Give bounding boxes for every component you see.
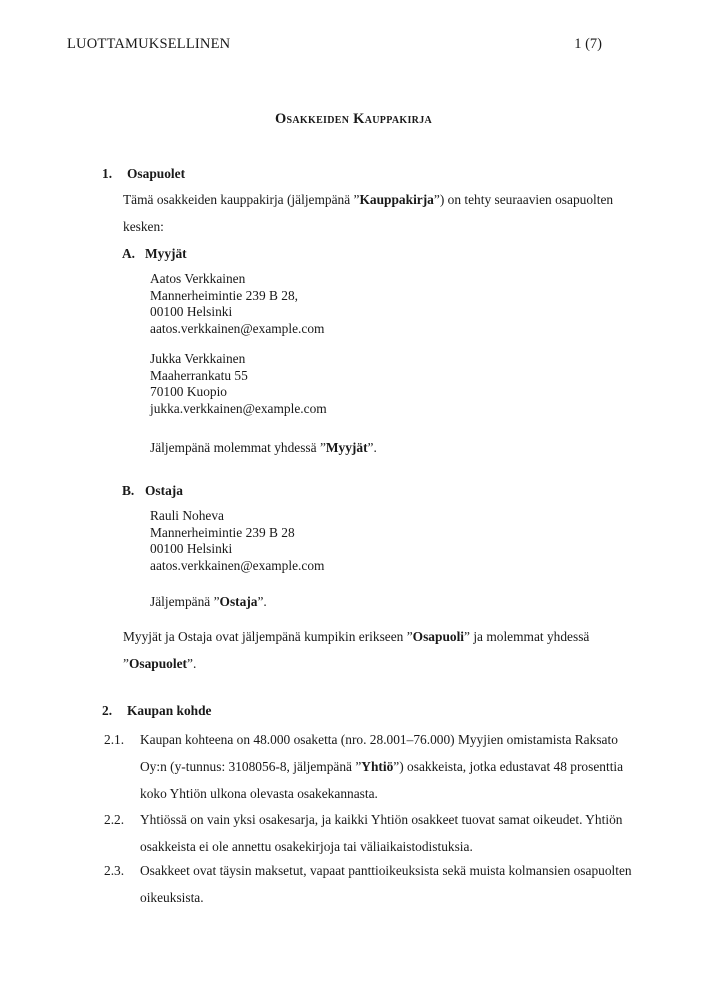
- address-line: aatos.verkkainen@example.com: [150, 320, 325, 336]
- address-line: Jukka Verkkainen: [150, 351, 246, 366]
- subsection-b-heading: [122, 477, 183, 504]
- address-line: aatos.verkkainen@example.com: [150, 557, 325, 573]
- section-number: 1.: [102, 166, 113, 181]
- address-line: Aatos Verkkainen: [150, 271, 246, 286]
- clause-number: 2.1.: [104, 732, 125, 747]
- page-number: 1 (7): [574, 36, 602, 52]
- seller-1-address: [150, 271, 324, 337]
- section-2-heading: [102, 697, 211, 724]
- address-line: Rauli Noheva: [150, 508, 225, 523]
- clause-text: Yhtiössä on vain yksi osakesarja, ja kaikki Yhtiön osakkeet tuovat samat oikeudet. Yhtiön osakkeista ei ole annettu osakekirjoja tai väliaikaistodistuksia.: [140, 812, 623, 854]
- clause-number: 2.3.: [104, 863, 125, 878]
- clause-2-3: [104, 857, 640, 911]
- clause-text: Kaupan kohteena on 48.000 osaketta (nro. 28.001–76.000) Myyjien omistamista Raksato Oy:n (y-tunnus: 3108056-8, jäljempänä ”Yhtiö”) osakkeista, jotka edustavat 48 prosenttia koko Yhtiön ulkona olevasta osakekannasta.: [140, 732, 624, 801]
- document-title: Osakkeiden Kauppakirja: [274, 111, 433, 127]
- subsection-title: Myyjät: [145, 246, 187, 261]
- subsection-title: Ostaja: [145, 483, 183, 498]
- subsection-letter: A.: [122, 246, 136, 261]
- sellers-tagline: Jäljempänä molemmat yhdessä ”Myyjät”.: [150, 440, 377, 455]
- parties-tagline: Myyjät ja Ostaja ovat jäljempänä kumpikin erikseen ”Osapuoli” ja molemmat yhdessä ”Osapuolet”.: [123, 629, 590, 671]
- address-line: 70100 Kuopio: [150, 384, 227, 399]
- clause-text: Osakkeet ovat täysin maksetut, vapaat panttioikeuksista sekä muista kolmansien osapuolten oikeuksista.: [140, 863, 632, 905]
- clause-2-2: [104, 806, 640, 860]
- address-line: jukka.verkkainen@example.com: [150, 400, 327, 416]
- address-line: Maaherrankatu 55: [150, 367, 248, 383]
- address-line: Mannerheimintie 239 B 28,: [150, 287, 299, 303]
- address-line: 00100 Helsinki: [150, 541, 233, 556]
- section-number: 2.: [102, 703, 113, 718]
- buyer-address: [150, 508, 324, 574]
- section-1-heading: [102, 160, 185, 187]
- subsection-a-heading: [122, 240, 187, 267]
- address-line: 00100 Helsinki: [150, 304, 233, 319]
- section-title: Osapuolet: [127, 166, 186, 181]
- clause-number: 2.2.: [104, 812, 125, 827]
- clause-2-1: [104, 726, 640, 807]
- intro-paragraph: Tämä osakkeiden kauppakirja (jäljempänä ”Kauppakirja”) on tehty seuraavien osapuolten kesken:: [123, 192, 614, 234]
- address-line: Mannerheimintie 239 B 28: [150, 524, 295, 540]
- section-title: Kaupan kohde: [127, 703, 212, 718]
- seller-2-address: [150, 351, 327, 417]
- confidential-label: LUOTTAMUKSELLINEN: [67, 36, 231, 52]
- buyer-tagline: Jäljempänä ”Ostaja”.: [150, 594, 267, 609]
- subsection-letter: B.: [122, 483, 135, 498]
